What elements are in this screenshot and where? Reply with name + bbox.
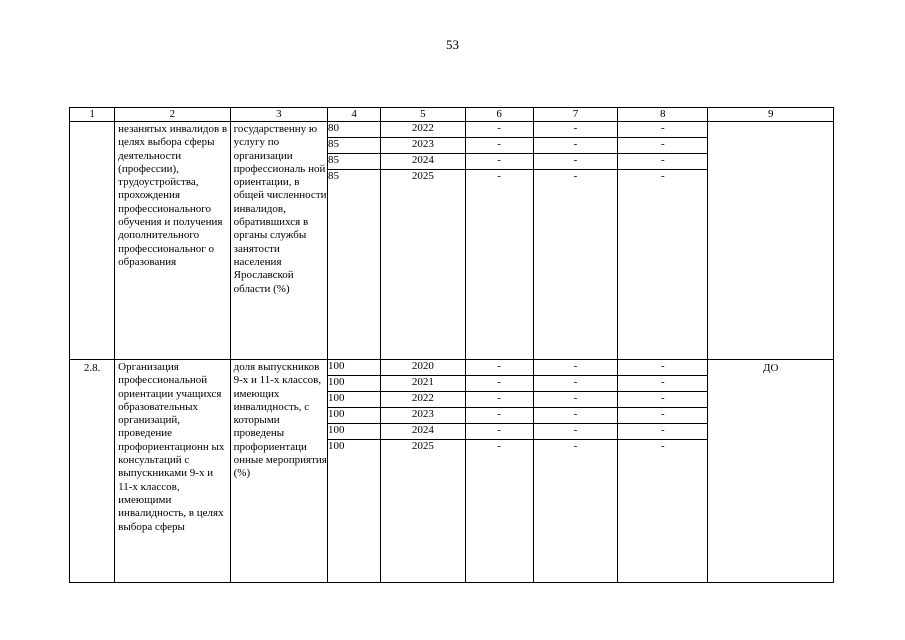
dash-value: - [466,408,533,424]
column-number-row [70,108,834,122]
dash-value: - [466,154,533,170]
table-row [70,360,834,583]
target-values-cell [328,122,381,360]
target-value: 100 [328,360,380,376]
page-number: 53 [446,37,459,52]
dash-value: - [466,424,533,440]
target-values-cell [328,360,381,583]
indicator-name: доля выпускников 9-х и 11-х классов, имеющих инвалидность, с которыми проведены профориентаци онные мероприятия (%) [230,360,327,583]
target-value: 100 [328,376,380,392]
dash-value: - [534,408,617,424]
year: 2023 [381,138,464,154]
target-value: 80 [328,122,380,138]
dash-value: - [466,376,533,392]
col6-cell [465,360,533,583]
dash-value: - [618,408,707,424]
program-table [69,107,834,583]
col-header: 9 [708,108,834,122]
col6-cell [465,122,533,360]
dash-value: - [618,360,707,376]
dash-value: - [466,122,533,138]
dash-value: - [618,376,707,392]
target-value: 85 [328,138,380,154]
target-value: 85 [328,154,380,170]
dash-value: - [660,440,665,452]
row-number: 2.8. [70,360,115,583]
year: 2022 [381,122,464,138]
year: 2024 [381,424,464,440]
dash-value: - [497,440,501,452]
activity-name: незанятых инвалидов в целях выбора сферы деятельности (профессии), трудоустройства, прохождения профессионального обучения и получения дополнительного профессиональног о образования [115,122,230,360]
col-header: 7 [533,108,617,122]
dash-value: - [618,138,707,154]
col-header: 3 [230,108,327,122]
dash-value: - [534,138,617,154]
indicator-name: государственну ю услугу по организации профессиональ ной ориентации, в общей численности инвалидов, обратившихся в органы службы занятости населения Ярославской области (%) [230,122,327,360]
col7-cell [533,122,617,360]
year: 2021 [381,376,464,392]
target-value: 100 [328,392,380,408]
dash-value: - [534,376,617,392]
target-value: 100 [328,440,345,452]
col-header: 5 [381,108,465,122]
dash-value: - [466,392,533,408]
col-header: 1 [70,108,115,122]
dash-value: - [534,360,617,376]
activity-name: Организация профессиональной ориентации учащихся образовательных организаций, проведение профориентационн ых консультаций с выпускниками 9-х и 11-х классов, имеющими инвалидность, в целях выбора сферы [115,360,230,583]
year: 2022 [381,392,464,408]
dash-value: - [660,170,665,182]
dash-value: - [497,170,501,182]
dash-value: - [618,424,707,440]
target-value: 100 [328,424,380,440]
col-header: 4 [328,108,381,122]
col-header: 8 [618,108,708,122]
col-header: 6 [465,108,533,122]
col7-cell [533,360,617,583]
col8-cell [618,360,708,583]
dash-value: - [534,392,617,408]
executor [708,122,834,360]
dash-value: - [466,360,533,376]
dash-value: - [618,122,707,138]
col8-cell [618,122,708,360]
dash-value: - [573,170,578,182]
table-row [70,122,834,360]
year: 2020 [381,360,464,376]
dash-value: - [618,154,707,170]
years-cell [381,360,465,583]
year: 2025 [411,170,434,182]
target-value: 85 [328,170,339,182]
year: 2024 [381,154,464,170]
dash-value: - [534,122,617,138]
dash-value: - [466,138,533,154]
row-number [70,122,115,360]
target-value: 100 [328,408,380,424]
dash-value: - [534,154,617,170]
dash-value: - [573,440,578,452]
years-cell [381,122,465,360]
year: 2023 [381,408,464,424]
dash-value: - [618,392,707,408]
dash-value: - [534,424,617,440]
year: 2025 [411,440,434,452]
executor: ДО [708,360,834,583]
col-header: 2 [115,108,230,122]
